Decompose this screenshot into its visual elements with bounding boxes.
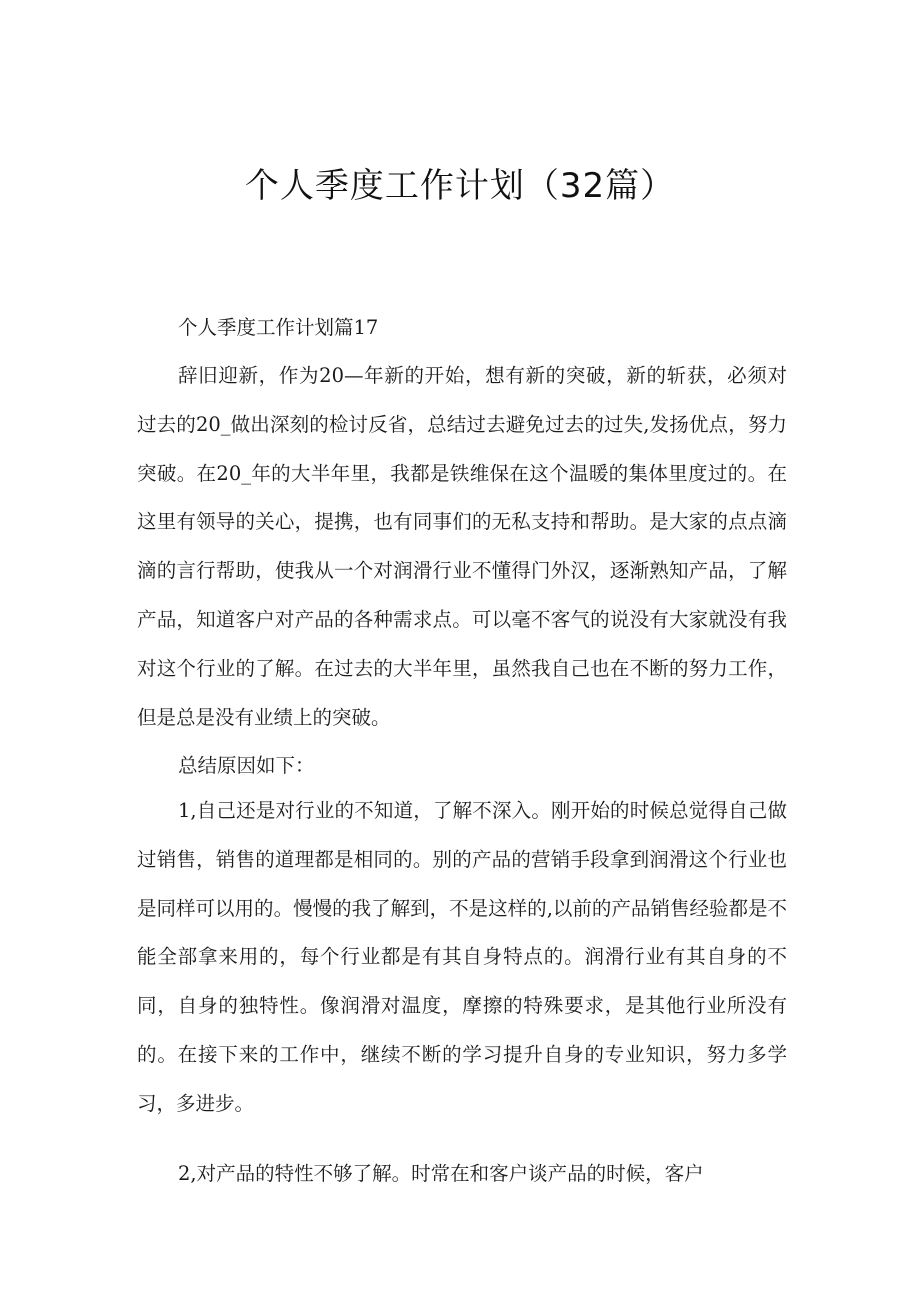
section-heading: 个人季度工作计划篇17 <box>178 316 379 339</box>
paragraph-reason-1: 1,自己还是对行业的不知道，了解不深入。刚开始的时候总觉得自己做过销售，销售的道理都是相同的。别的产品的营销手段拿到润滑这个行业也是同样可以用的。慢慢的我了解到，不是这样的,以前的产品销售经验都是不能全部拿来用的，每个行业都是有其自身特点的。润滑行业有其自身的不同，自身的独特性。像润滑对温度，摩擦的特殊要求，是其他行业所没有的。在接下来的工作中，继续不断的学习提升自身的专业知识，努力多学习，多进步。 <box>137 799 787 1115</box>
summary-heading: 总结原因如下： <box>178 754 315 777</box>
paragraph-reason-2: 2,对产品的特性不够了解。时常在和客户谈产品的时候，客户 <box>178 1162 704 1185</box>
paragraph-intro: 辞旧迎新，作为20—年新的开始，想有新的突破，新的斩获，必须对过去的20_做出深刻的检讨反省，总结过去避免过去的过失,发扬优点，努力突破。在20_年的大半年里，我都是铁维保在这个温暖的集体里度过的。在这里有领导的关心，提携，也有同事们的无私支持和帮助。是大家的点点滴滴的言行帮助，使我从一个对润滑行业不懂得门外汉，逐渐熟知产品，了解产品，知道客户对产品的各种需求点。可以毫不客气的说没有大家就没有我对这个行业的了解。在过去的大半年里，虽然我自己也在不断的努力工作，但是总是没有业绩上的突破。 <box>137 364 787 729</box>
document-title: 个人季度工作计划（32篇） <box>244 166 676 206</box>
